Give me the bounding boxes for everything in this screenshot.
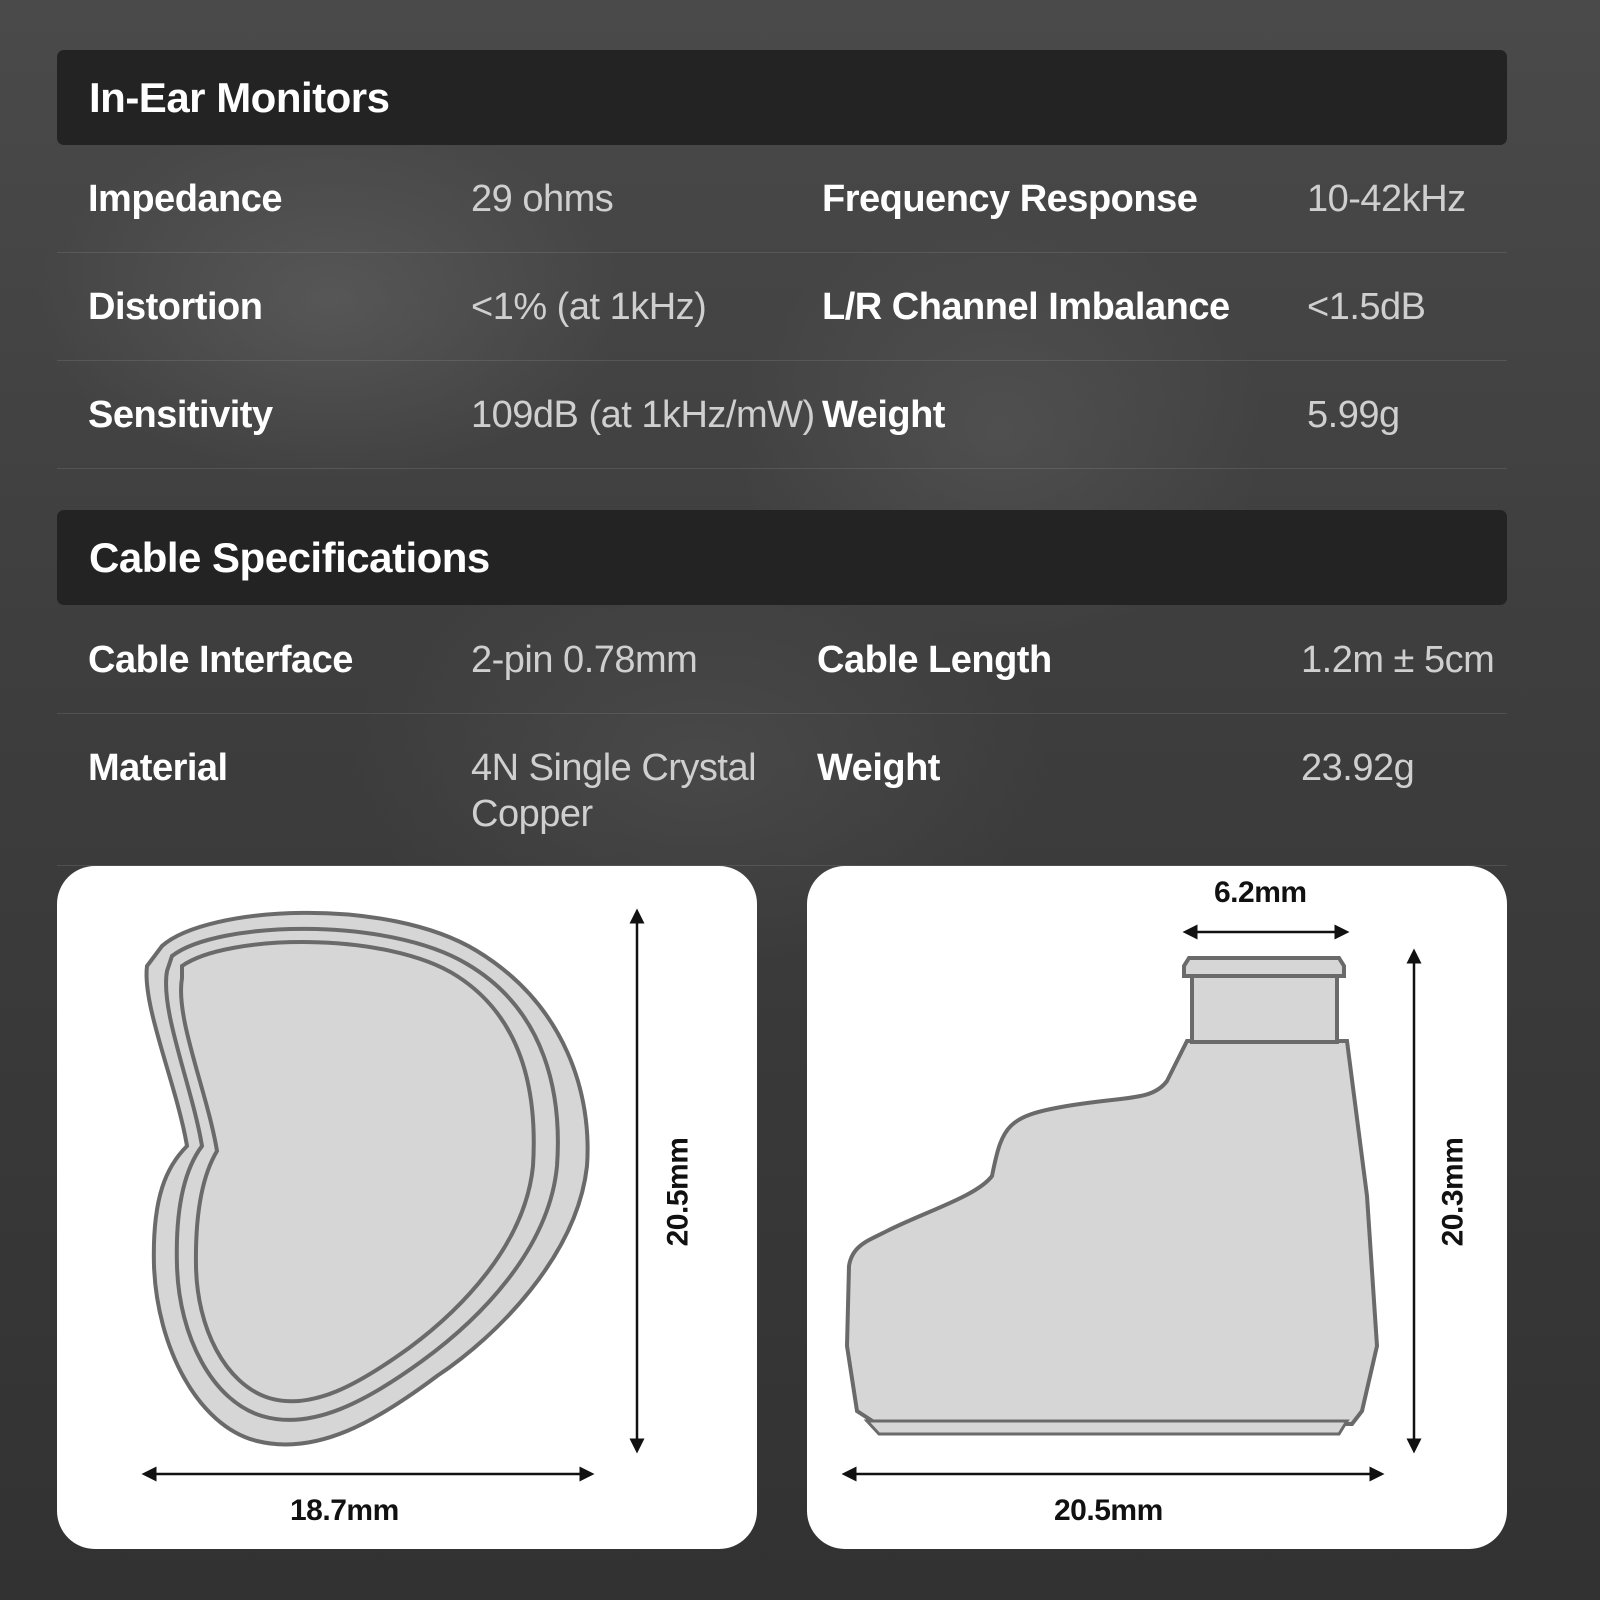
spec-value: <1% (at 1kHz) — [471, 286, 707, 328]
iem-spec-row — [57, 360, 1507, 469]
spec-value: 4N Single Crystal Copper — [471, 747, 757, 835]
nozzle-dimension-label: 6.2mm — [1214, 876, 1307, 909]
spec-label: Weight — [817, 747, 940, 789]
spec-label: Weight — [822, 394, 945, 436]
spec-label: Distortion — [88, 286, 263, 328]
side-view-illustration — [807, 866, 1507, 1549]
spec-label: Sensitivity — [88, 394, 273, 436]
iem-spec-row — [57, 144, 1507, 253]
spec-value: 23.92g — [1301, 747, 1415, 789]
height-dimension-label: 20.5mm — [661, 1137, 695, 1247]
spec-value: 10-42kHz — [1307, 178, 1466, 220]
iem-section-title: In-Ear Monitors — [57, 50, 1507, 145]
spec-value: 109dB (at 1kHz/mW) — [471, 394, 815, 436]
spec-label: L/R Channel Imbalance — [822, 286, 1230, 328]
spec-label: Impedance — [88, 178, 283, 220]
width-dimension-label: 20.5mm — [1054, 1494, 1163, 1527]
spec-value: 1.2m ± 5cm — [1301, 639, 1495, 681]
front-view-illustration — [57, 866, 757, 1549]
spec-value: 29 ohms — [471, 178, 614, 220]
height-dimension-label: 20.3mm — [1436, 1137, 1470, 1247]
spec-label: Frequency Response — [822, 178, 1198, 220]
spec-value: 2-pin 0.78mm — [471, 639, 698, 681]
spec-value: 5.99g — [1307, 394, 1400, 436]
side-view-diagram — [807, 866, 1507, 1549]
width-dimension-label: 18.7mm — [290, 1494, 399, 1527]
iem-spec-row — [57, 252, 1507, 361]
spec-value: <1.5dB — [1307, 286, 1426, 328]
front-view-diagram — [57, 866, 757, 1549]
spec-label: Cable Length — [817, 639, 1052, 681]
cable-section-title: Cable Specifications — [57, 510, 1507, 605]
spec-label: Material — [88, 747, 228, 789]
spec-label: Cable Interface — [88, 639, 353, 681]
cable-spec-row — [57, 713, 1507, 866]
cable-spec-row — [57, 605, 1507, 714]
